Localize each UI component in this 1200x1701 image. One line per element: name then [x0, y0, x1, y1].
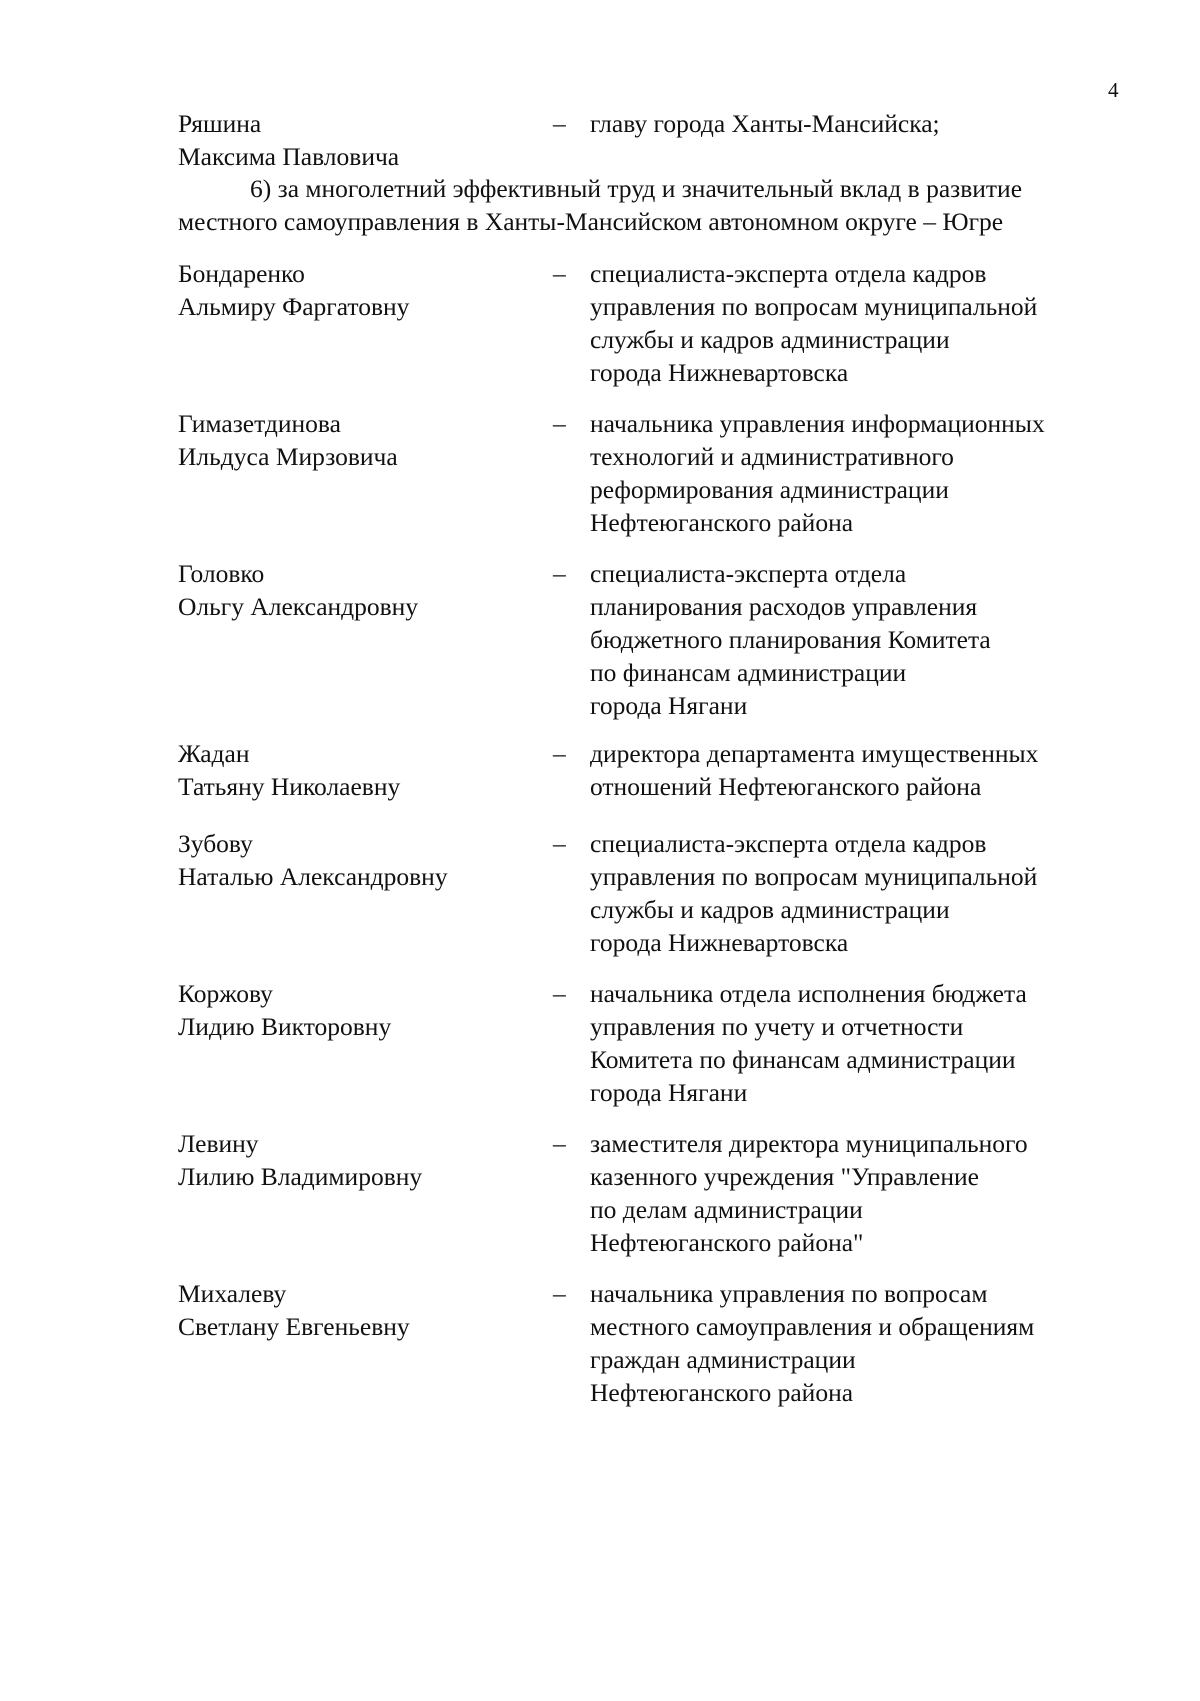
position-description: [590, 1277, 1130, 1409]
position-description: [590, 107, 1130, 140]
position-line: начальника управления по вопросам: [590, 1279, 988, 1308]
position-line: граждан администрации: [590, 1345, 856, 1374]
given-names: Альмиру Фаргатовну: [178, 292, 410, 321]
person-name: [178, 977, 538, 1043]
person-name: [178, 107, 538, 173]
position-line: службы и кадров администрации: [590, 325, 950, 354]
person-name: [178, 1277, 538, 1343]
person-name: [178, 407, 538, 473]
position-line: казенного учреждения "Управление: [590, 1162, 979, 1191]
separator-dash: –: [553, 409, 566, 438]
surname: Ряшина: [178, 109, 262, 138]
position-line: начальника отдела исполнения бюджета: [590, 979, 1027, 1008]
position-line: управления по учету и отчетности: [590, 1012, 964, 1041]
position-line: по делам администрации: [590, 1195, 863, 1224]
surname: Зубову: [178, 829, 253, 858]
person-name: [178, 557, 538, 623]
position-line: города Нягани: [590, 691, 748, 720]
position-description: [590, 827, 1130, 959]
person-name: [178, 737, 538, 803]
position-line: города Нижневартовска: [590, 928, 849, 957]
position-line: технологий и административного: [590, 442, 954, 471]
position-line: реформирования администрации: [590, 475, 949, 504]
position-line: службы и кадров администрации: [590, 895, 950, 924]
position-line: управления по вопросам муниципальной: [590, 292, 1038, 321]
given-names: Светлану Евгеньевну: [178, 1312, 410, 1341]
given-names: Татьяну Николаевну: [178, 772, 401, 801]
given-names: Ильдуса Мирзовича: [178, 442, 398, 471]
separator-dash: –: [553, 109, 566, 138]
paragraph-line: местного самоуправления в Ханты-Мансийском автономном округе – Югре: [178, 207, 1004, 236]
position-line: Нефтеюганского района: [590, 1378, 854, 1407]
position-line: отношений Нефтеюганского района: [590, 772, 982, 801]
given-names: Ольгу Александровну: [178, 592, 419, 621]
position-line: города Нижневартовска: [590, 358, 849, 387]
separator-dash: –: [553, 1279, 566, 1308]
position-line: директора департамента имущественных: [590, 739, 1039, 768]
position-line: начальника управления информационных: [590, 409, 1045, 438]
position-line: местного самоуправления и обращениям: [590, 1312, 1035, 1341]
position-description: [590, 977, 1130, 1109]
position-line: по финансам администрации: [590, 658, 907, 687]
separator-dash: –: [553, 559, 566, 588]
surname: Левину: [178, 1129, 259, 1158]
surname: Головко: [178, 559, 265, 588]
position-line: бюджетного планирования Комитета: [590, 625, 991, 654]
surname: Гимазетдинова: [178, 409, 341, 438]
paragraph-line: 6) за многолетний эффективный труд и значительный вклад в развитие: [250, 174, 1023, 203]
position-description: [590, 1127, 1130, 1259]
position-line: специалиста-эксперта отдела: [590, 559, 907, 588]
separator-dash: –: [553, 979, 566, 1008]
position-line: Нефтеюганского района": [590, 1228, 864, 1257]
position-line: Нефтеюганского района: [590, 508, 854, 537]
position-description: [590, 407, 1130, 539]
position-description: [590, 737, 1130, 803]
surname: Жадан: [178, 739, 250, 768]
person-name: [178, 1127, 538, 1193]
position-line: Комитета по финансам администрации: [590, 1045, 1016, 1074]
position-line: специалиста-эксперта отдела кадров: [590, 829, 987, 858]
given-names: Максима Павловича: [178, 142, 400, 171]
given-names: Наталью Александровну: [178, 862, 448, 891]
position-line: заместителя директора муниципального: [590, 1129, 1028, 1158]
separator-dash: –: [553, 739, 566, 768]
position-line: управления по вопросам муниципальной: [590, 862, 1038, 891]
separator-dash: –: [553, 829, 566, 858]
award-category-paragraph: [178, 172, 1128, 238]
position-line: главу города Ханты-Мансийска;: [590, 109, 940, 138]
surname: Бондаренко: [178, 259, 305, 288]
person-name: [178, 827, 538, 893]
position-description: [590, 557, 1130, 722]
separator-dash: –: [553, 259, 566, 288]
position-description: [590, 257, 1130, 389]
given-names: Лилию Владимировну: [178, 1162, 423, 1191]
position-line: планирования расходов управления: [590, 592, 978, 621]
surname: Михалеву: [178, 1279, 287, 1308]
person-name: [178, 257, 538, 323]
given-names: Лидию Викторовну: [178, 1012, 392, 1041]
separator-dash: –: [553, 1129, 566, 1158]
position-line: специалиста-эксперта отдела кадров: [590, 259, 987, 288]
position-line: города Нягани: [590, 1078, 748, 1107]
surname: Коржову: [178, 979, 273, 1008]
page-number: 4: [1108, 78, 1119, 102]
